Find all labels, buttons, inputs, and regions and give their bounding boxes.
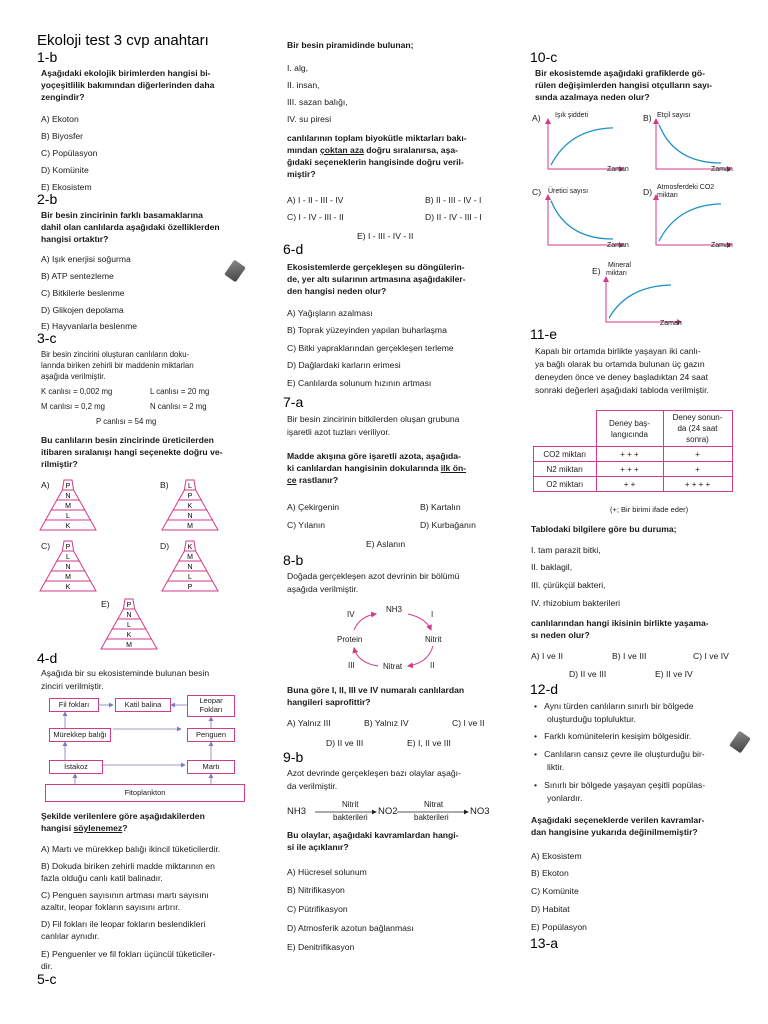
- q1-stem-2: yoçeşitlilik bakımından diğerlerinden daha: [41, 80, 215, 90]
- q12-stem-1: Aşağıdaki seçeneklerde verilen kavramlar-: [531, 815, 705, 825]
- graph-curve: [659, 204, 721, 241]
- header-start-1: Deney baş-: [609, 418, 650, 428]
- q11-item-3: III. çürükçül bakteri,: [531, 580, 606, 590]
- q5-q-rest: doğru sıralanırsa, aşa-: [363, 145, 458, 155]
- cycle-label-2: II: [430, 661, 435, 670]
- scan-artifact: [729, 731, 751, 754]
- pyramid-letter: L: [188, 482, 192, 490]
- q3-letter-d: D): [160, 541, 170, 551]
- q11-item-4: IV. rhizobium bakterileri: [531, 598, 621, 608]
- q12-bullet-3a: • Canlıların cansız çevre ile oluşturduğu bir-: [534, 749, 705, 759]
- scan-artifact: [224, 260, 246, 283]
- q6-option-c: C) Bitki yapraklarından gerçekleşen terleme: [287, 343, 454, 353]
- q4-stem-end: ?: [122, 823, 128, 833]
- q7-stem-3: [287, 474, 338, 486]
- q3-p: P canlısı = 54 mg: [96, 417, 157, 426]
- cycle-nh3: NH3: [386, 605, 403, 614]
- q5-option-d: D) II - IV - III - I: [425, 212, 482, 222]
- q3-letter-a: A): [41, 480, 50, 490]
- leopar-line-1: Leopar: [199, 696, 223, 705]
- q6-stem-2: de, yer altı sularının artmasına aşağıdakiler-: [287, 274, 466, 284]
- q1-option-d: D) Komünite: [41, 165, 89, 175]
- q4-option-c-1: C) Penguen sayısının artması martı sayısını: [41, 890, 209, 900]
- node-katil-balina: Katil balina: [115, 698, 171, 712]
- cycle-nitrit: Nitrit: [425, 635, 442, 644]
- graph-y-arrow: [545, 194, 551, 200]
- graph-y-arrow: [653, 194, 659, 200]
- pyramid-b: [162, 480, 218, 530]
- q7-option-c: C) Yılanın: [287, 520, 326, 530]
- q5-q-3: ğıdaki seçeneklerin hangisinde doğru veril-: [287, 157, 464, 167]
- q10-stem-1: Bir ekosistemde aşağıdaki grafiklerde gö-: [535, 68, 706, 78]
- answer-5: 5-c: [37, 971, 57, 987]
- pyramid-letter: M: [65, 573, 71, 581]
- graph-c-xlabel: Zaman: [607, 242, 629, 249]
- q7-stem-underline-1: ilk ön-: [440, 463, 467, 473]
- row-label: N2 miktarı: [534, 462, 597, 477]
- q4-stem-1: Şekilde verilenlere göre aşağıdakilerden: [41, 811, 205, 821]
- graph-y-arrow: [653, 118, 659, 124]
- q12-bullet-2: • Farklı komünitelerin kesişim bölgesidir.: [534, 731, 692, 741]
- graph-d-xlabel: Zaman: [711, 242, 733, 249]
- q3-n: N canlısı = 2 mg: [150, 402, 207, 411]
- eq-bakteri-2: bakterileri: [414, 813, 449, 822]
- q3-letter-b: B): [160, 480, 169, 490]
- pyramid-letter: L: [188, 573, 192, 581]
- q5-q-underline: çoktan aza: [319, 145, 364, 155]
- q4-option-a: A) Martı ve mürekkep balığı ikincil tüketicilerdir.: [41, 844, 221, 854]
- q11-intro-3: deneyden önce ve deney başladıktan 24 saat: [535, 372, 708, 382]
- table-row: [534, 477, 733, 492]
- q6-option-a: A) Yağışların azalması: [287, 308, 373, 318]
- eq-bakteri-1: bakterileri: [333, 813, 368, 822]
- answer-11: 11-e: [530, 326, 557, 342]
- pyramid-letter: M: [187, 522, 193, 530]
- q7-stem-2-text: ki canlılardan hangisinin dokularında: [287, 463, 441, 473]
- row-end: + + + +: [663, 477, 732, 492]
- graph-curve: [551, 201, 613, 239]
- q6-option-b: B) Toprak yüzeyinden yapılan buharlaşma: [287, 325, 447, 335]
- node-penguen: Penguen: [187, 728, 235, 742]
- q12-bullet-4b: yonlardır.: [547, 793, 583, 803]
- q11-option-d: D) II ve III: [569, 669, 607, 679]
- q5-option-e: E) I - III - IV - II: [357, 231, 414, 241]
- node-istakoz: İstakoz: [49, 760, 103, 774]
- q6-stem-3: den hangisi neden olur?: [287, 286, 387, 296]
- header-end-2: da (24 saat: [677, 424, 718, 433]
- eq-no3: NO3: [470, 806, 490, 817]
- q7-intro-1: Bir besin zincirinin bitkilerden oluşan grubuna: [287, 414, 460, 424]
- graph-d-ylabel-2: miktarı: [657, 192, 678, 199]
- food-web-arrows: [45, 695, 245, 805]
- pyramid-letter: K: [187, 543, 193, 551]
- graph-y-arrow: [603, 276, 609, 282]
- q5-q-2-text: mından: [287, 145, 320, 155]
- q4-option-b-2: fazla olduğu canlı katil balinadır.: [41, 873, 163, 883]
- cycle-nitrat: Nitrat: [383, 662, 403, 671]
- graph-e-xlabel: Zaman: [660, 320, 682, 327]
- q12-bullet-1a: • Aynı türden canlıların sınırlı bir bölgede: [534, 701, 694, 711]
- q8-stem-1: Buna göre I, II, III ve IV numaralı canlılardan: [287, 685, 465, 695]
- pyramid-letter: L: [66, 512, 70, 520]
- graph-b-xlabel: Zaman: [711, 166, 733, 173]
- pyramid-c: [40, 541, 96, 591]
- q11-option-a: A) I ve II: [531, 651, 563, 661]
- answer-13: 13-a: [530, 935, 559, 951]
- q11-option-b: B) I ve III: [612, 651, 647, 661]
- table-header-end: [663, 411, 732, 447]
- q2-stem-2: dahil olan canlılarda aşağıdaki özelliklerden: [41, 222, 220, 232]
- graph-c-letter: C): [532, 187, 542, 197]
- q4-option-c-2: azaltır, leopar fokların sayısını artırır.: [41, 902, 180, 912]
- q3-letter-e: E): [101, 599, 110, 609]
- q12-stem-2: dan hangisine yukarıda değinilmemiştir?: [531, 827, 698, 837]
- q12-bullet-1a-text: Aynı türden canlıların sınırlı bir bölgede: [544, 701, 694, 711]
- q10-stem-3: sında azalmaya neden olur?: [535, 92, 650, 102]
- graph-b-letter: B): [643, 113, 652, 123]
- graph-axes: [548, 120, 619, 169]
- q12-option-b: B) Ekoton: [531, 868, 569, 878]
- q2-option-d: D) Glikojen depolama: [41, 305, 124, 315]
- q7-stem-1: Madde akışına göre işaretli azota, aşağıda-: [287, 451, 461, 461]
- q4-stem-2-text: hangisi: [41, 823, 74, 833]
- table-corner: [534, 411, 597, 447]
- q5-stem: Bir besin piramidinde bulunan;: [287, 40, 414, 50]
- q9-option-e: E) Denitrifikasyon: [287, 942, 355, 952]
- q10-stem-2: rülen değişimlerden hangisi otçulların sayı-: [535, 80, 713, 90]
- q8-intro-2: aşağıda verilmiştir.: [287, 584, 359, 594]
- graph-a-letter: A): [532, 113, 541, 123]
- q11-item-2: II. baklagil,: [531, 562, 573, 572]
- graph-e-letter: E): [592, 266, 601, 276]
- q4-option-e-2: dir.: [41, 961, 53, 971]
- answer-3: 3-c: [37, 330, 57, 346]
- q5-option-c: C) I - IV - III - II: [287, 212, 344, 222]
- graph-d-ylabel-1: Atmosferdeki CO2: [657, 184, 715, 191]
- answer-8: 8-b: [283, 552, 304, 568]
- q11-item-1: I. tam parazit bitki,: [531, 545, 601, 555]
- row-start: + + +: [596, 447, 663, 462]
- q5-option-b: B) II - III - IV - I: [425, 195, 482, 205]
- q6-option-d: D) Dağlardaki karların erimesi: [287, 360, 401, 370]
- q3-intro-3: aşağıda verilmiştir.: [41, 372, 106, 381]
- pyramid-letter: M: [126, 641, 132, 649]
- q11-q-1: canlılarından hangi ikisinin birlikte yaşama-: [531, 618, 709, 628]
- pyramid-letter: N: [187, 563, 193, 571]
- node-fil-foklari: Fil fokları: [49, 698, 99, 712]
- q5-q-4: miştir?: [287, 169, 316, 179]
- q9-option-d: D) Atmosferik azotun bağlanması: [287, 923, 414, 933]
- pyramid-letter: K: [65, 522, 71, 530]
- q7-intro-2: işaretli azot tuzları veriliyor.: [287, 427, 391, 437]
- table-row: [534, 447, 733, 462]
- answer-12: 12-d: [530, 681, 559, 697]
- pyramid-letter: P: [65, 543, 71, 551]
- graph-curve: [551, 128, 613, 165]
- q2-option-a: A) Işık enerjisi soğurma: [41, 254, 131, 264]
- q8-stem-2: hangileri saprofittir?: [287, 697, 371, 707]
- q4-stem-2: [41, 822, 127, 834]
- q8-option-d: D) II ve III: [326, 738, 364, 748]
- q7-option-a: A) Çekirgenin: [287, 502, 340, 512]
- q9-option-c: C) Pütrifikasyon: [287, 904, 348, 914]
- q9-intro-2: da verilmiştir.: [287, 781, 338, 791]
- q1-option-b: B) Biyosfer: [41, 131, 84, 141]
- graph-d-letter: D): [643, 187, 653, 197]
- gas-table: [533, 410, 733, 492]
- q9-option-a: A) Hücresel solunum: [287, 867, 367, 877]
- q4-option-d-2: canlılar aynıdır.: [41, 931, 100, 941]
- q4-intro-1: Aşağıda bir su ekosisteminde bulunan besin: [41, 668, 210, 678]
- q5-item-1: I. alg,: [287, 63, 309, 73]
- header-start-2: langıcında: [611, 429, 648, 439]
- q3-stem-3: rilmiştir?: [41, 459, 78, 469]
- answer-2: 2-b: [37, 191, 58, 207]
- pyramid-letter: P: [126, 601, 132, 609]
- answer-1: 1-b: [37, 49, 58, 65]
- graph-a-ylabel: Işık şiddeti: [555, 112, 589, 119]
- cycle-protein: Protein: [337, 635, 363, 644]
- row-label: O2 miktarı: [534, 477, 597, 492]
- pyramid-letter: K: [126, 631, 132, 639]
- graph-curve: [659, 125, 721, 163]
- row-start: + +: [596, 477, 663, 492]
- q4-intro-2: zinciri verilmiştir.: [41, 681, 104, 691]
- pyramid-letter: P: [65, 482, 71, 490]
- q1-option-c: C) Popülasyon: [41, 148, 98, 158]
- table-header-start: [596, 411, 663, 447]
- q1-option-a: A) Ekoton: [41, 114, 79, 124]
- q3-letter-c: C): [41, 541, 51, 551]
- cycle-label-1: I: [431, 610, 434, 619]
- graph-axes: [548, 196, 619, 245]
- eq-nitrat: Nitrat: [424, 800, 444, 809]
- q11-q-2: sı neden olur?: [531, 630, 590, 640]
- q5-item-3: III. sazan balığı,: [287, 97, 348, 107]
- answer-6: 6-d: [283, 241, 304, 257]
- q2-stem-1: Bir besin zincirinin farklı basamaklarına: [41, 210, 203, 220]
- answer-9: 9-b: [283, 749, 304, 765]
- answer-7: 7-a: [283, 394, 304, 410]
- answer-4: 4-d: [37, 650, 58, 666]
- pyramid-letter: N: [65, 563, 71, 571]
- q11-option-e: E) II ve IV: [655, 669, 693, 679]
- q11-note: (+; Bir birimi ifade eder): [610, 505, 689, 514]
- q11-option-c: C) I ve IV: [693, 651, 729, 661]
- eq-no2: NO2: [378, 806, 398, 817]
- graph-e-ylabel-1: Mineral: [608, 262, 631, 269]
- q7-stem-2: [287, 462, 466, 474]
- q5-q-1: canlılarının toplam biyokütle miktarları bakı-: [287, 133, 467, 143]
- q2-option-c: C) Bitkilerle beslenme: [41, 288, 125, 298]
- q4-option-b-1: B) Dokuda biriken zehirli madde miktarının en: [41, 861, 215, 871]
- q5-option-a: A) I - II - III - IV: [287, 195, 344, 205]
- q8-option-a: A) Yalnız III: [287, 718, 331, 728]
- q2-stem-3: hangisi ortaktır?: [41, 234, 109, 244]
- graph-a-xlabel: Zaman: [607, 166, 629, 173]
- q7-stem-end: rastlanır?: [296, 475, 339, 485]
- q4-option-e-1: E) Penguenler ve fil fokları üçüncül tüketiciler-: [41, 949, 216, 959]
- leopar-line-2: Fokları: [199, 705, 223, 714]
- q7-option-b: B) Kartalın: [420, 502, 461, 512]
- q7-stem-underline-2: ce: [287, 475, 297, 485]
- q11-intro-2: ya bağlı olarak bu ortamda bulunan üç gazın: [535, 359, 705, 369]
- q2-option-e: E) Hayvanlarla beslenme: [41, 321, 138, 331]
- q11-stem: Tablodaki bilgilere göre bu duruma;: [531, 524, 677, 534]
- pyramid-letter: K: [187, 502, 193, 510]
- row-end: +: [663, 462, 732, 477]
- q12-option-c: C) Komünite: [531, 886, 579, 896]
- pyramid-letter: P: [187, 583, 193, 591]
- table-row: [534, 462, 733, 477]
- q12-bullet-3b: liktir.: [547, 762, 565, 772]
- q3-stem-1: Bu canlıların besin zincirinde üreticilerden: [41, 435, 214, 445]
- graph-e-ylabel-2: miktarı: [606, 270, 627, 277]
- q7-option-e: E) Aslanın: [366, 539, 406, 549]
- q12-bullet-4a-text: Sınırlı bir bölgede yaşayan çeşitli popülas-: [544, 780, 706, 790]
- row-start: + + +: [596, 462, 663, 477]
- eq-nh3: NH3: [287, 806, 307, 817]
- q3-intro-2: larında biriken zehirli bir maddenin miktarları: [41, 361, 194, 370]
- eq-nitrit: Nitrit: [342, 800, 359, 809]
- page-title: Ekoloji test 3 cvp anahtarı: [37, 32, 209, 49]
- header-end-1: Deney sonun-: [672, 413, 723, 422]
- pyramid-letter: L: [127, 621, 131, 629]
- q12-bullet-2-text: Farklı komünitelerin kesişim bölgesidir.: [544, 731, 692, 741]
- q1-option-e: E) Ekosistem: [41, 182, 92, 192]
- q9-stem-2: si ile açıklanır?: [287, 842, 349, 852]
- pyramid-d: [162, 541, 218, 591]
- q4-stem-underline: söylenemez: [73, 823, 123, 833]
- graph-c-ylabel: Üretici sayısı: [548, 188, 589, 195]
- q9-stem-1: Bu olaylar, aşağıdaki kavramlardan hangi-: [287, 830, 459, 840]
- eq-arrows: [310, 807, 510, 817]
- q1-stem-1: Aşağıdaki ekolojik birimlerden hangisi bi-: [41, 68, 211, 78]
- node-murekkep-baligi: Mürekkep balığı: [49, 728, 111, 742]
- answer-10: 10-c: [530, 49, 558, 65]
- graph-axes: [656, 120, 727, 169]
- q3-k: K canlısı = 0,002 mg: [41, 387, 113, 396]
- q8-option-c: C) I ve II: [452, 718, 485, 728]
- q6-option-e: E) Canlılarda solunum hızının artması: [287, 378, 432, 388]
- q12-bullet-3a-text: Canlıların cansız çevre ile oluşturduğu bir-: [544, 749, 705, 759]
- q9-option-b: B) Nitrifikasyon: [287, 885, 345, 895]
- pyramid-letter: N: [126, 611, 132, 619]
- node-fitoplankton: Fitoplankton: [45, 784, 245, 802]
- graph-y-arrow: [545, 118, 551, 124]
- table-header-row: [534, 411, 733, 447]
- graph-axes: [656, 196, 727, 245]
- q8-intro-1: Doğada gerçekleşen azot devrinin bir bölümü: [287, 571, 460, 581]
- cycle-label-4: IV: [347, 610, 355, 619]
- header-end-3: sonra): [686, 435, 709, 444]
- pyramid-letter: M: [65, 502, 71, 510]
- q5-q-2: [287, 144, 458, 156]
- q7-option-d: D) Kurbağanın: [420, 520, 476, 530]
- pyramid-a: [40, 480, 96, 530]
- q3-l: L canlısı = 20 mg: [150, 387, 210, 396]
- q12-bullet-1b: oluşturduğu topluluktur.: [547, 714, 636, 724]
- q12-option-a: A) Ekosistem: [531, 851, 582, 861]
- q8-option-e: E) I, II ve III: [407, 738, 451, 748]
- q8-option-b: B) Yalnız IV: [364, 718, 409, 728]
- q6-stem-1: Ekosistemlerde gerçekleşen su döngülerin-: [287, 262, 465, 272]
- pyramid-letter: N: [187, 512, 193, 520]
- q4-option-d-1: D) Fil fokları ile leopar fokların beslendikleri: [41, 919, 206, 929]
- q3-m: M canlısı = 0,2 mg: [41, 402, 105, 411]
- q12-bullet-4a: • Sınırlı bir bölgede yaşayan çeşitli popülas-: [534, 780, 706, 790]
- q5-item-2: II. insan,: [287, 80, 320, 90]
- graph-curve: [609, 285, 671, 318]
- q3-intro-1: Bir besin zincirini oluşturan canlıların doku-: [41, 350, 190, 359]
- q5-item-4: IV. su piresi: [287, 114, 332, 124]
- graph-b-ylabel: Etçil sayısı: [657, 112, 691, 119]
- pyramid-letter: M: [187, 553, 193, 561]
- q12-option-e: E) Popülasyon: [531, 922, 587, 932]
- q11-intro-4: sonraki değerleri aşağıdaki tabloda verilmiştir.: [535, 385, 709, 395]
- q3-stem-2: itibaren sıralanışı hangi seçenekte doğru ve-: [41, 447, 223, 457]
- pyramid-letter: N: [65, 492, 71, 500]
- q12-option-d: D) Habitat: [531, 904, 570, 914]
- q2-option-b: B) ATP sentezleme: [41, 271, 114, 281]
- q11-intro-1: Kapalı bir ortamda birlikte yaşayan iki canlı-: [535, 346, 701, 356]
- cycle-label-3: III: [348, 661, 355, 670]
- row-label: CO2 miktarı: [534, 447, 597, 462]
- row-end: +: [663, 447, 732, 462]
- pyramid-e: [101, 599, 157, 649]
- node-marti: Martı: [187, 760, 235, 774]
- pyramid-letter: P: [187, 492, 193, 500]
- q9-intro-1: Azot devrinde gerçekleşen bazı olaylar aşağı-: [287, 768, 461, 778]
- pyramid-letter: L: [66, 553, 70, 561]
- pyramid-letter: K: [65, 583, 71, 591]
- q1-stem-3: zengindir?: [41, 92, 85, 102]
